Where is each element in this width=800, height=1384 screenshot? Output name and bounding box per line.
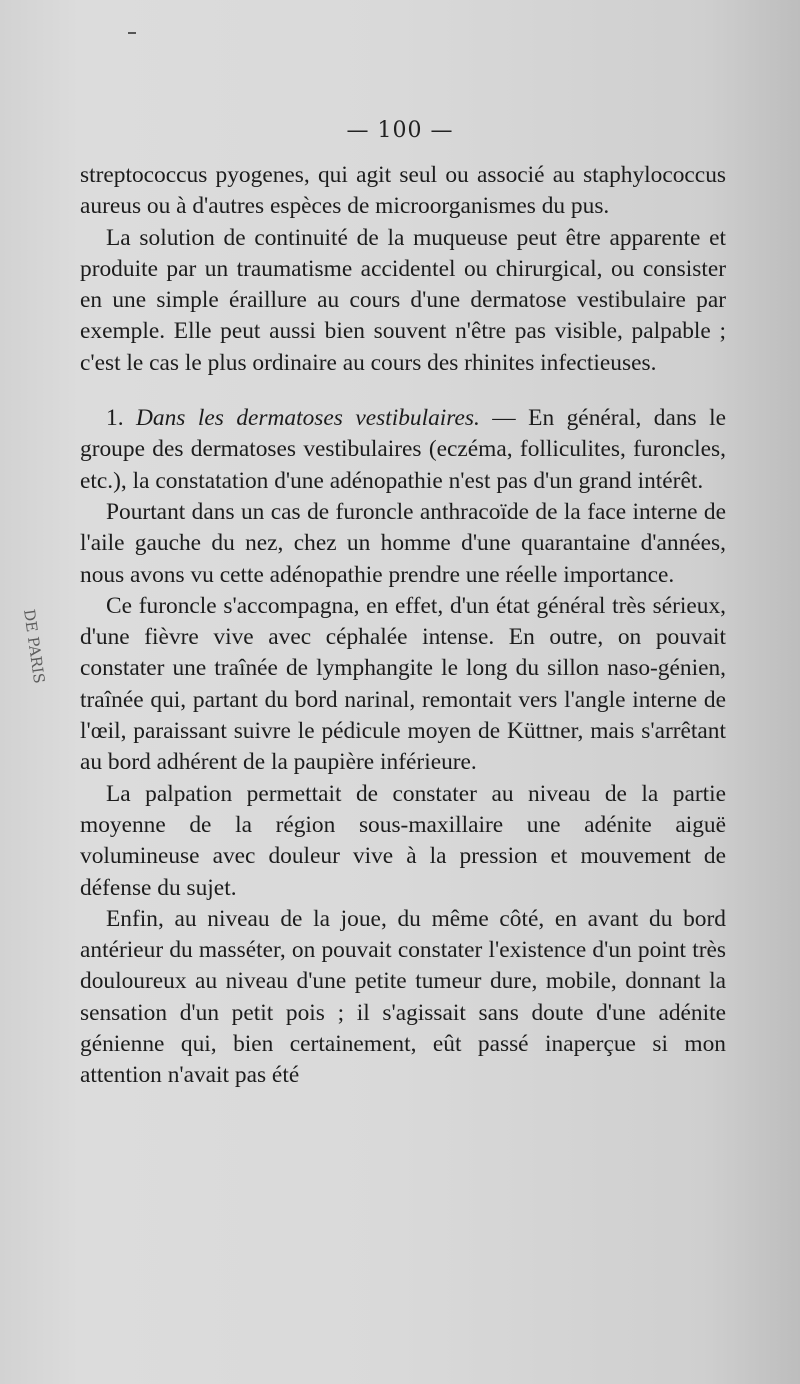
scan-mark (128, 32, 136, 34)
page-number: — 100 — (346, 118, 454, 143)
paragraph: La palpation permettait de constater au niveau de la partie moyenne de la région sous-maxillaire une adénite aiguë volumineuse avec douleur vive à la pression et mouvement de défense du sujet. (80, 780, 726, 901)
paragraph-continuation: streptococcus pyogenes, qui agit seul ou associé au staphylococcus aureus ou à d'autres espèces de microorganismes du pus. (80, 162, 726, 220)
stamp-text: DE PARIS (20, 608, 49, 685)
section-title: Dans les dermatoses vestibulaires. (136, 405, 480, 432)
body-text (80, 160, 726, 1092)
paragraph: La solution de continuité de la muqueuse peut être apparente et produite par un traumatisme accidentel ou chirurgical, ou consister en une simple éraillure au cours d'une dermatose vestibulaire par exemple. Elle peut aussi bien souvent n'être pas visible, palpable ; c'est le cas le plus ordinaire au cours des rhinites infectieuses. (80, 224, 726, 376)
paragraph: Enfin, au niveau de la joue, du même côté, en avant du bord antérieur du masséter, on pouvait constater l'existence d'un point très douloureux au niveau d'une petite tumeur dure, mobile, donnant la sensation d'un petit pois ; il s'agissait sans doute d'une adénite génienne qui, bien certainement, eût passé inaperçue si mon attention n'avait pas été (80, 905, 726, 1089)
library-stamp (0, 560, 66, 745)
paragraph: Pourtant dans un cas de furoncle anthracoïde de la face interne de l'aile gauche du nez, chez un homme d'une quarantaine d'années, nous avons vu cette adénopathie prendre une réelle importance. (80, 498, 726, 588)
section-number: 1. (106, 405, 124, 432)
paragraph: Ce furoncle s'accompagna, en effet, d'un état général très sérieux, d'une fièvre vive avec céphalée intense. En outre, on pouvait constater une traînée de lymphangite le long du sillon naso-génien, traînée qui, partant du bord narinal, remontait vers l'angle interne de l'œil, paraissant suivre le pédicule moyen de Küttner, mais s'arrêtant au bord adhérent de la paupière inférieure. (80, 592, 726, 776)
section-paragraph (80, 403, 726, 497)
section-text: — En général, dans le groupe des dermatoses vestibulaires (eczéma, folliculites, furoncles, etc.), la constatation d'une adénopathie n'est pas d'un grand intérêt. (80, 405, 726, 494)
